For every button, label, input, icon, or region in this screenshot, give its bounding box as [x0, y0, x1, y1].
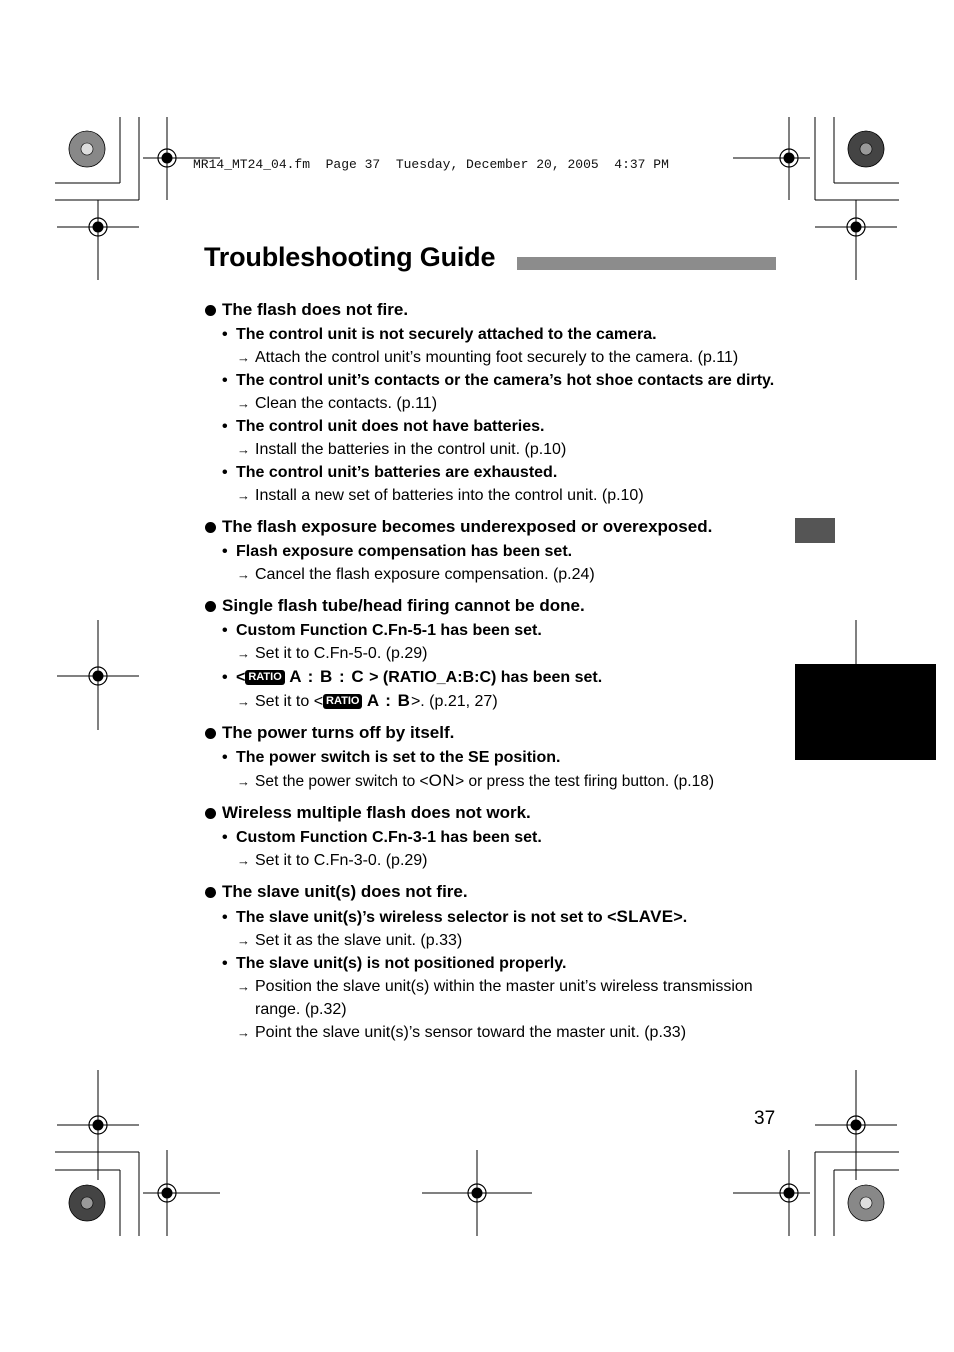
troubleshooting-list	[205, 297, 785, 1051]
issue-section	[205, 720, 785, 793]
remedy-item: → Set it to < RATIO A : B>. (p.21, 27)	[205, 689, 785, 713]
cause-item: • Custom Function C.Fn-3-1 has been set.	[222, 829, 542, 846]
issue-heading: Wireless multiple flash does not work.	[205, 800, 785, 826]
issue-section	[205, 593, 785, 713]
remedy-item: → Clean the contacts. (p.11)	[205, 392, 785, 415]
cause-item: • The slave unit(s) is not positioned properly.	[222, 955, 567, 972]
issue-heading: The flash exposure becomes underexposed or overexposed.	[205, 514, 785, 540]
arrow-right-icon: →	[237, 442, 250, 457]
cause-item: • The control unit is not securely attached to the camera.	[222, 326, 657, 343]
bullet-dot-icon	[205, 887, 216, 898]
bullet-dot-icon	[205, 601, 216, 612]
remedy-item: → Set it to C.Fn-3-0. (p.29)	[205, 849, 785, 872]
page-number: 37	[754, 1108, 776, 1129]
ratio-badge-icon: RATIO	[245, 670, 284, 685]
bullet-dot-icon	[205, 305, 216, 316]
remedy-item: → Cancel the flash exposure compensation. (p.24)	[205, 563, 785, 586]
arrow-right-icon: →	[237, 933, 250, 948]
arrow-right-icon: →	[237, 567, 250, 582]
section-tab-big	[795, 664, 936, 760]
ratio-ab-symbol: A : B	[366, 691, 411, 710]
remedy-item: → Position the slave unit(s) within the master unit’s wireless transmission range. (p.32)	[205, 975, 785, 1021]
cause-item: • The control unit’s batteries are exhausted.	[222, 464, 558, 481]
on-position-symbol: ON	[428, 771, 456, 790]
issue-section	[205, 879, 785, 1044]
arrow-right-icon: →	[237, 488, 250, 503]
file-info-header: MR14_MT24_04.fm Page 37 Tuesday, December 20, 2005 4:37 PM	[193, 157, 669, 172]
cause-item-ratio: • < RATIO A : B : C > (RATIO_A:B:C) has been set.	[222, 667, 603, 686]
title-bar-decoration	[517, 257, 776, 270]
remedy-item: → Attach the control unit’s mounting foot securely to the camera. (p.11)	[205, 346, 785, 369]
issue-heading: Single flash tube/head firing cannot be done.	[205, 593, 785, 619]
bullet-dot-icon	[205, 808, 216, 819]
arrow-right-icon: →	[237, 396, 250, 411]
issue-heading: The power turns off by itself.	[205, 720, 785, 746]
cause-item: • Flash exposure compensation has been set.	[222, 543, 573, 560]
arrow-right-icon: →	[237, 774, 250, 789]
cause-item: • The power switch is set to the SE position.	[222, 749, 561, 766]
issue-section	[205, 514, 785, 586]
issue-section	[205, 800, 785, 872]
cause-item: • The control unit does not have batteries.	[222, 418, 545, 435]
remedy-item: → Point the slave unit(s)’s sensor toward the master unit. (p.33)	[205, 1021, 785, 1044]
section-tab-small	[795, 518, 835, 543]
remedy-item: → Install a new set of batteries into the control unit. (p.10)	[205, 484, 785, 507]
arrow-right-icon: →	[237, 350, 250, 365]
slave-position-symbol: SLAVE	[616, 907, 674, 926]
remedy-item: → Set it to C.Fn-5-0. (p.29)	[205, 642, 785, 665]
issue-heading: The flash does not fire.	[205, 297, 785, 323]
cause-item: • The control unit’s contacts or the camera’s hot shoe contacts are dirty.	[222, 372, 775, 389]
remedy-item: → Set it as the slave unit. (p.33)	[205, 929, 785, 952]
arrow-right-icon: →	[237, 694, 250, 709]
bullet-dot-icon	[205, 522, 216, 533]
page-title: Troubleshooting Guide	[204, 242, 496, 272]
arrow-right-icon: →	[237, 646, 250, 661]
arrow-right-icon: →	[237, 853, 250, 868]
bullet-dot-icon	[205, 728, 216, 739]
cause-item: • Custom Function C.Fn-5-1 has been set.	[222, 622, 542, 639]
issue-section	[205, 297, 785, 507]
issue-heading: The slave unit(s) does not fire.	[205, 879, 785, 905]
arrow-right-icon: →	[237, 1025, 250, 1040]
cause-item-slave: • The slave unit(s)’s wireless selector is not set to <SLAVE>.	[222, 907, 688, 926]
remedy-item: → Install the batteries in the control unit. (p.10)	[205, 438, 785, 461]
arrow-right-icon: →	[237, 979, 250, 994]
remedy-item: → Set the power switch to <ON> or press the test firing button. (p.18)	[205, 769, 785, 793]
ratio-abc-symbol: A : B : C	[289, 667, 365, 686]
ratio-badge-icon: RATIO	[323, 694, 362, 709]
